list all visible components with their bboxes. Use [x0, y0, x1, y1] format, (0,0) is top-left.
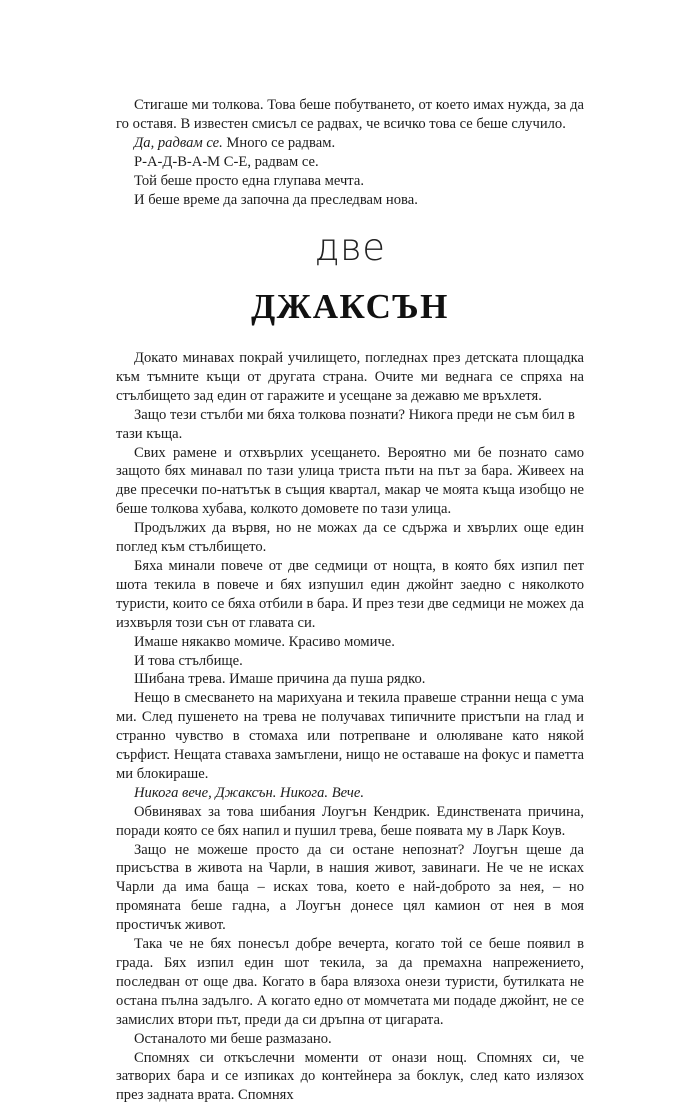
italic-phrase: Да, радвам се. — [134, 134, 223, 151]
paragraph: Р-А-Д-В-А-М С-Е, радвам се. — [134, 153, 319, 170]
paragraph: Имаше някакво момиче. Красиво момиче. — [134, 633, 395, 650]
paragraph: Докато минавах покрай училището, погледнах през детската площадка към тъмните къщи от другата страна. Очите ми веднага се спряха на стълбището зад един от гаражите и усещане за дежавю ме връхлетя. — [116, 350, 584, 404]
paragraph — [116, 784, 584, 803]
paragraph: Обвинявах за това шибания Лоугън Кендрик. Единствената причина, поради която се бях напил и пушил трева, беше появата му в Ларк Коув. — [116, 803, 584, 839]
paragraph: Свих рамене и отхвърлих усещането. Вероятно ми бе познато само защото бях минавал по тази улица триста пъти на път за бара. Живеех на две пресечки по-натътък в същия квартал, макар че моята къща изобщо не беше толкова хубава, колкото домовете по тази улица. — [116, 444, 584, 518]
paragraph: Спомнях си откъслечни моменти от онази нощ. Спомнях си, че затворих бара и се изпиках до контейнера за боклук, след като излязох през задната врата. Спомнях — [116, 1049, 584, 1104]
chapter-title: ДЖАКСЪН — [251, 287, 449, 326]
paragraph: Бяха минали повече от две седмици от нощта, в която бях изпил пет шота текила в повече и бях изпушил един джойнт заедно с няколкото туристи, които се бяха отбили в бара. И през тези две седмици не можех да изхвърля този сън от главата си. — [116, 557, 584, 631]
paragraph-tail: Много се радвам. — [222, 134, 336, 151]
paragraph: Стигаше ми толкова. Това беше побутването, от което имах нужда, за да го оставя. В известен смисъл се радвах, че всичко това се беше случило. — [116, 97, 584, 132]
paragraph: И беше време да започна да преследвам нова. — [134, 191, 418, 208]
italic-phrase: Никога вече, Джаксън. Никога. Вече. — [134, 784, 365, 801]
paragraph — [116, 134, 584, 153]
paragraph: Защо тези стълби ми бяха толкова познати? Никога преди не съм бил в тази къща. — [116, 406, 575, 442]
paragraph: Така че не бях понесъл добре вечерта, когато той се беше появил в града. Бях изпил един шот текила, за да премахна напрежението, последван от още два. Когато в бара влязоха онези туристи, бутилката не остана пълна задълго. А когато едно от момчетата ми подаде джойнт, не се замислих втори път, преди да си дръпна от цигарата. — [116, 936, 584, 1028]
paragraph: Той беше просто една глупава мечта. — [134, 172, 364, 189]
chapter-number: две — [314, 226, 386, 269]
paragraph: И това стълбище. — [134, 652, 243, 669]
paragraph: Шибана трева. Имаше причина да пуша рядко. — [134, 671, 426, 688]
paragraph: Нещо в смесването на марихуана и текила правеше странни неща с ума ми. След пушенето на трева не получавах типичните пристъпи на глад и странно чувство в стомаха или потрепване и олюляване като някой сърфист. Нещата ставаха замъглени, нищо не оставаше на фокус и паметта ми блокираше. — [116, 690, 584, 782]
paragraph: Продължих да вървя, но не можах да се сдържа и хвърлих още един поглед към стълбището. — [116, 520, 584, 556]
paragraph: Защо не можеше просто да си остане непознат? Лоугън щеше да присъства в живота на Чарли, в нашия живот, завинаги. Не че не исках Чарли да има баща – исках това, което е най-доброто за нея, – но промяната беше гадна, а Лоугън донесе цял камион от нея в моя простичък живот. — [116, 841, 584, 934]
chapter-body — [116, 349, 584, 1105]
opening-text — [116, 96, 584, 209]
paragraph: Останалото ми беше размазано. — [134, 1030, 332, 1047]
